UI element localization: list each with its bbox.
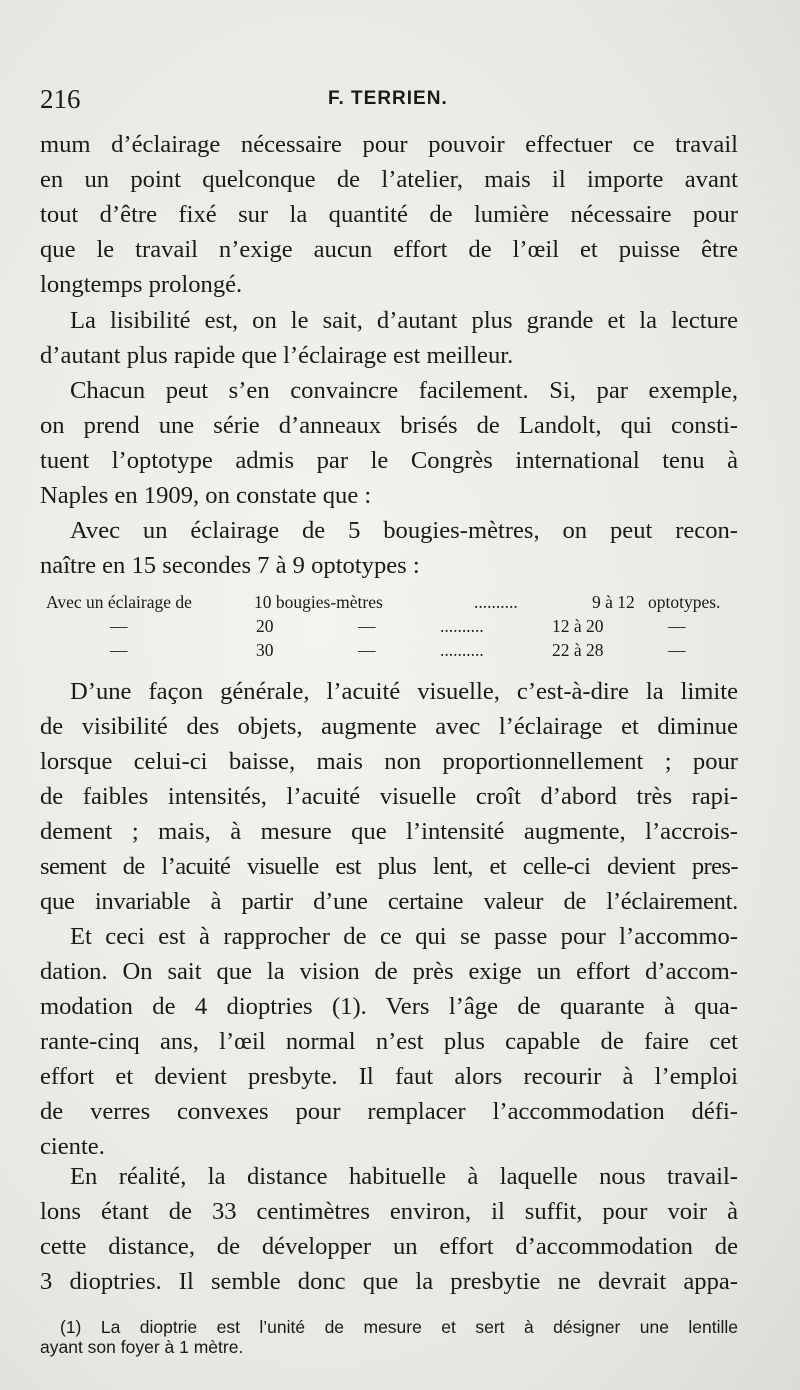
- table-cell-ditto: —: [110, 640, 128, 660]
- text-line: dation. On sait que la vision de près exige un effort d’accom-: [40, 958, 738, 985]
- table-cell-ditto: —: [668, 616, 686, 636]
- table-cell-label: Avec un éclairage de: [46, 592, 192, 612]
- text-line: on prend une série d’anneaux brisés de Landolt, qui consti-: [40, 412, 738, 439]
- table-row: [40, 592, 740, 616]
- page-number: 216: [40, 84, 81, 114]
- page-header: [40, 84, 740, 118]
- text-line: tuent l’optotype admis par le Congrès international tenu à: [40, 447, 738, 474]
- table-row: [40, 640, 740, 664]
- text-line: que le travail n’exige aucun effort de l’œil et puisse être: [40, 236, 738, 263]
- text-line: modation de 4 dioptries (1). Vers l’âge de quarante à qua-: [40, 993, 738, 1020]
- table-cell-illumination: 20: [256, 616, 274, 636]
- text-line: en un point quelconque de l’atelier, mais il importe avant: [40, 166, 738, 193]
- text-line: que invariable à partir d’une certaine valeur de l’éclairement.: [40, 888, 738, 915]
- table-cell-ditto: —: [110, 616, 128, 636]
- table-cell-range: 22 à 28: [552, 640, 604, 660]
- text-line: La lisibilité est, on le sait, d’autant plus grande et la lecture: [70, 307, 738, 334]
- text-line: D’une façon générale, l’acuité visuelle, c’est-à-dire la limite: [70, 678, 738, 705]
- table-cell-range: 12 à 20: [552, 616, 604, 636]
- table-cell-illumination: 30: [256, 640, 274, 660]
- text-line: rante-cinq ans, l’œil normal n’est plus capable de faire cet: [40, 1028, 738, 1055]
- text-line: Naples en 1909, on constate que :: [40, 482, 372, 509]
- table-cell-range: 9 à 12: [592, 592, 635, 612]
- text-line: d’autant plus rapide que l’éclairage est meilleur.: [40, 342, 514, 369]
- text-line: 3 dioptries. Il semble donc que la presbytie ne devrait appa-: [40, 1268, 738, 1295]
- table-cell-ditto: —: [668, 640, 686, 660]
- text-line: de visibilité des objets, augmente avec l’éclairage et diminue: [40, 713, 738, 740]
- text-line: dement ; mais, à mesure que l’intensité augmente, l’accrois-: [40, 818, 738, 845]
- table-cell-illumination: 10 bougies-mètres: [254, 592, 383, 612]
- table-cell-leader: ..........: [440, 616, 484, 636]
- table-cell-ditto: —: [358, 640, 376, 660]
- footnote-line: ayant son foyer à 1 mètre.: [40, 1337, 244, 1357]
- text-line: cette distance, de développer un effort d’accommodation de: [40, 1233, 738, 1260]
- text-line: de verres convexes pour remplacer l’accommodation défi-: [40, 1098, 738, 1125]
- table-cell-ditto: —: [358, 616, 376, 636]
- text-line: de faibles intensités, l’acuité visuelle croît d’abord très rapi-: [40, 783, 738, 810]
- text-line: mum d’éclairage nécessaire pour pouvoir effectuer ce travail: [40, 131, 738, 158]
- text-line: lorsque celui-ci baisse, mais non proportionnellement ; pour: [40, 748, 738, 775]
- text-line: ciente.: [40, 1133, 105, 1160]
- text-line: naître en 15 secondes 7 à 9 optotypes :: [40, 552, 420, 579]
- text-line: Avec un éclairage de 5 bougies-mètres, on peut recon-: [70, 517, 738, 544]
- table-row: [40, 616, 740, 640]
- text-line: Chacun peut s’en convaincre facilement. Si, par exemple,: [70, 377, 738, 404]
- text-line: effort et devient presbyte. Il faut alors recourir à l’emploi: [40, 1063, 738, 1090]
- text-line: longtemps prolongé.: [40, 271, 243, 298]
- running-title: F. TERRIEN.: [328, 88, 448, 109]
- table-cell-unit: optotypes.: [648, 592, 721, 612]
- footnote-line: (1) La dioptrie est l’unité de mesure et sert à désigner une lentille: [60, 1317, 738, 1337]
- table-cell-leader: ..........: [440, 640, 484, 660]
- text-line: Et ceci est à rapprocher de ce qui se passe pour l’accommo-: [70, 923, 738, 950]
- text-line: sement de l’acuité visuelle est plus lent, et celle-ci devient pres-: [40, 853, 738, 880]
- text-line: tout d’être fixé sur la quantité de lumière nécessaire pour: [40, 201, 738, 228]
- table-cell-leader: ..........: [474, 592, 518, 612]
- text-line: lons étant de 33 centimètres environ, il suffit, pour voir à: [40, 1198, 738, 1225]
- text-line: En réalité, la distance habituelle à laquelle nous travail-: [70, 1163, 738, 1190]
